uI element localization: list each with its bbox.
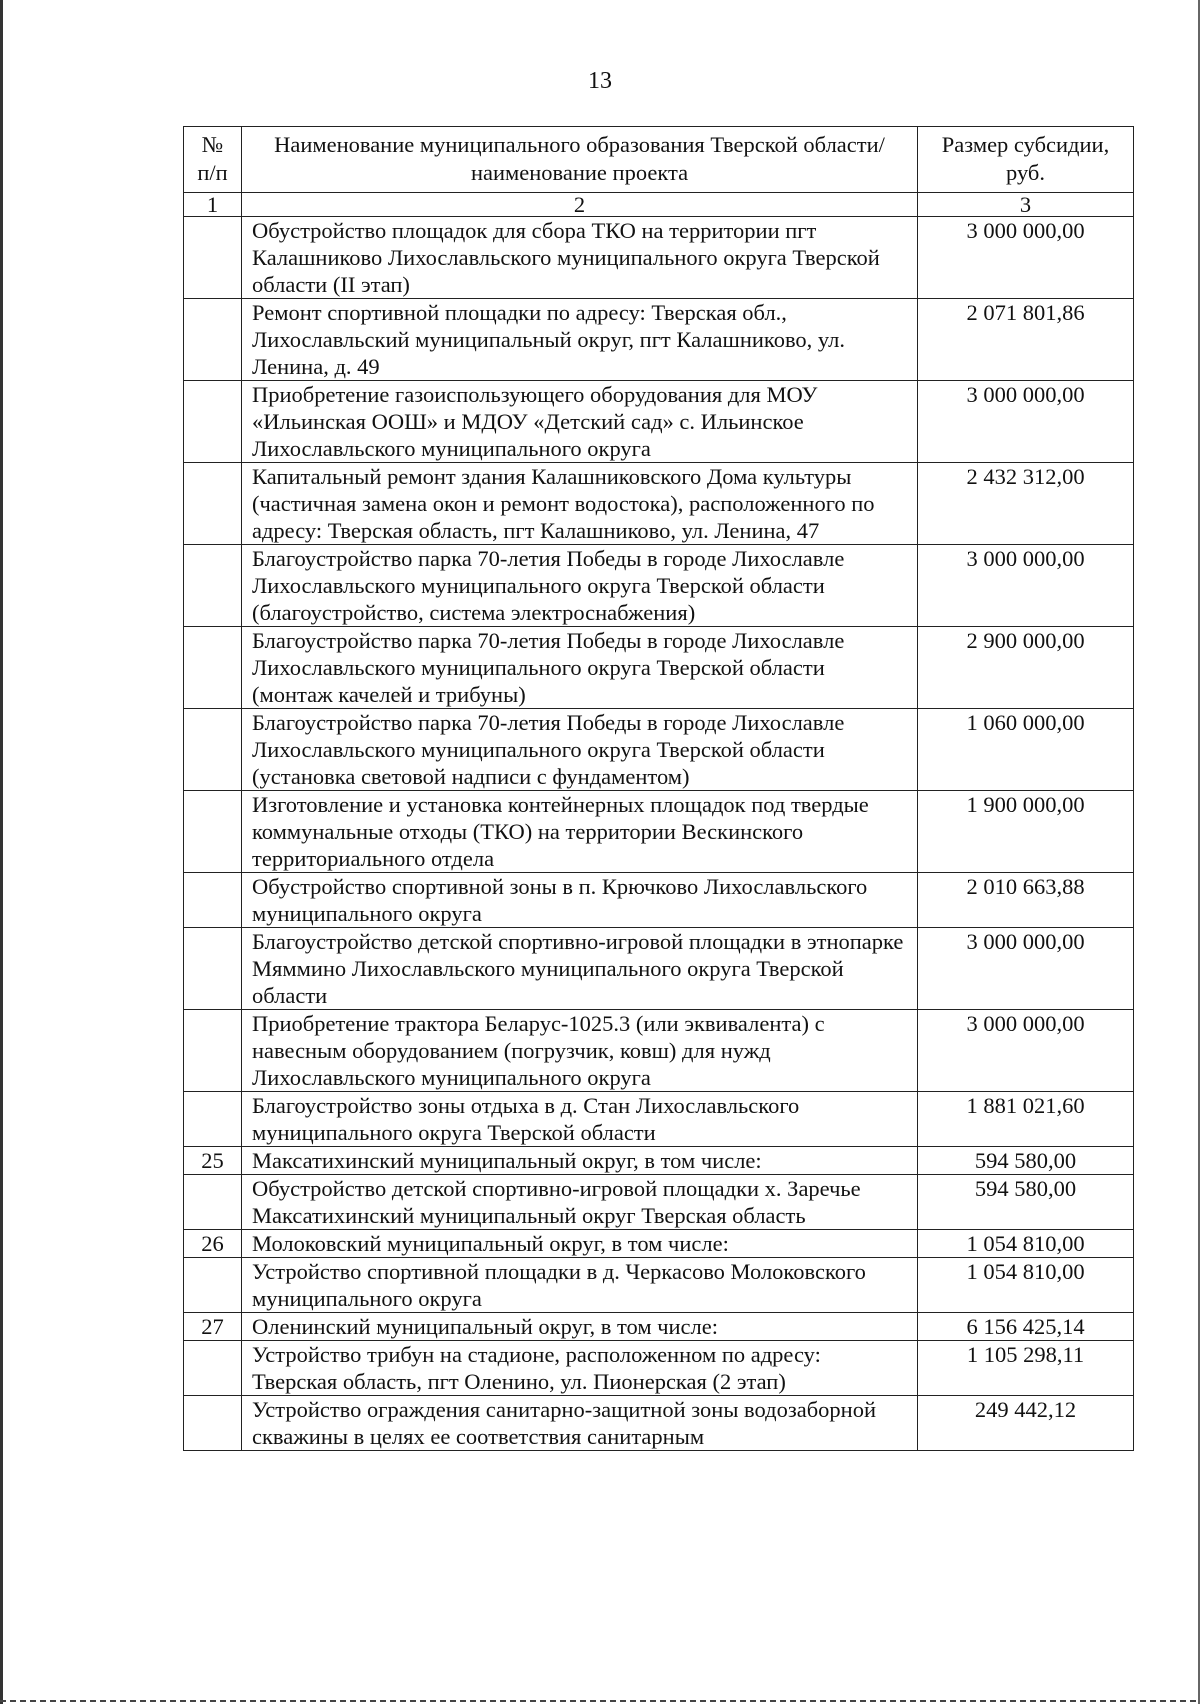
row-subsidy-amount: 1 054 810,00 bbox=[918, 1258, 1134, 1313]
row-number bbox=[184, 463, 242, 545]
row-subsidy-amount: 1 060 000,00 bbox=[918, 709, 1134, 791]
row-subsidy-amount: 1 900 000,00 bbox=[918, 791, 1134, 873]
row-subsidy-amount: 1 881 021,60 bbox=[918, 1092, 1134, 1147]
row-project-name: Ремонт спортивной площадки по адресу: Тверская обл., Лихославльский муниципальный округ, пгт Калашниково, ул. Ленина, д. 49 bbox=[242, 299, 918, 381]
table-row bbox=[184, 299, 1134, 381]
table-row bbox=[184, 381, 1134, 463]
row-number bbox=[184, 217, 242, 299]
row-number: 27 bbox=[184, 1313, 242, 1341]
row-project-name: Благоустройство детской спортивно-игровой площадки в этнопарке Мяммино Лихославльского муниципального округа Тверской области bbox=[242, 928, 918, 1010]
table-row bbox=[184, 217, 1134, 299]
row-subsidy-amount: 2 010 663,88 bbox=[918, 873, 1134, 928]
row-project-name: Устройство трибун на стадионе, расположенном по адресу: Тверская область, пгт Оленино, ул. Пионерская (2 этап) bbox=[242, 1341, 918, 1396]
row-project-name: Обустройство детской спортивно-игровой площадки х. Заречье Максатихинский муниципальный округ Тверская область bbox=[242, 1175, 918, 1230]
row-project-name: Устройство спортивной площадки в д. Черкасово Молоковского муниципального округа bbox=[242, 1258, 918, 1313]
row-subsidy-amount: 3 000 000,00 bbox=[918, 928, 1134, 1010]
row-subsidy-amount: 3 000 000,00 bbox=[918, 217, 1134, 299]
row-subsidy-amount: 3 000 000,00 bbox=[918, 381, 1134, 463]
row-subsidy-amount: 594 580,00 bbox=[918, 1147, 1134, 1175]
row-subsidy-amount: 6 156 425,14 bbox=[918, 1313, 1134, 1341]
row-project-name: Обустройство спортивной зоны в п. Крючково Лихославльского муниципального округа bbox=[242, 873, 918, 928]
column-number: 2 bbox=[242, 193, 918, 217]
row-number bbox=[184, 627, 242, 709]
table-row bbox=[184, 1092, 1134, 1147]
table-row bbox=[184, 928, 1134, 1010]
table-row bbox=[184, 627, 1134, 709]
row-number bbox=[184, 709, 242, 791]
row-number: 25 bbox=[184, 1147, 242, 1175]
row-project-name: Молоковский муниципальный округ, в том числе: bbox=[242, 1230, 918, 1258]
table-body bbox=[184, 217, 1134, 1451]
table-row bbox=[184, 791, 1134, 873]
row-project-name: Обустройство площадок для сбора ТКО на территории пгт Калашниково Лихославльского муниципального округа Тверской области (II этап) bbox=[242, 217, 918, 299]
row-subsidy-amount: 1 054 810,00 bbox=[918, 1230, 1134, 1258]
row-subsidy-amount: 2 432 312,00 bbox=[918, 463, 1134, 545]
row-number bbox=[184, 873, 242, 928]
row-subsidy-amount: 594 580,00 bbox=[918, 1175, 1134, 1230]
table-row bbox=[184, 1147, 1134, 1175]
row-project-name: Приобретение трактора Беларус-1025.3 (или эквивалента) с навесным оборудованием (погрузчик, ковш) для нужд Лихославльского муниципального округа bbox=[242, 1010, 918, 1092]
table-row bbox=[184, 1341, 1134, 1396]
row-number bbox=[184, 1092, 242, 1147]
header-number: № п/п bbox=[184, 127, 242, 193]
row-subsidy-amount: 249 442,12 bbox=[918, 1396, 1134, 1451]
row-number bbox=[184, 1258, 242, 1313]
header-amount: Размер субсидии, руб. bbox=[918, 127, 1134, 193]
column-number: 1 bbox=[184, 193, 242, 217]
table-row bbox=[184, 463, 1134, 545]
row-number: 26 bbox=[184, 1230, 242, 1258]
row-number bbox=[184, 928, 242, 1010]
row-number bbox=[184, 1010, 242, 1092]
table-row bbox=[184, 545, 1134, 627]
row-project-name: Благоустройство парка 70-летия Победы в городе Лихославле Лихославльского муниципального округа Тверской области (установка световой надписи с фундаментом) bbox=[242, 709, 918, 791]
page-number: 13 bbox=[588, 68, 612, 94]
scan-edge-left bbox=[0, 0, 3, 1704]
row-number bbox=[184, 1396, 242, 1451]
row-number bbox=[184, 791, 242, 873]
row-subsidy-amount: 3 000 000,00 bbox=[918, 545, 1134, 627]
table-row bbox=[184, 709, 1134, 791]
row-project-name: Изготовление и установка контейнерных площадок под твердые коммунальные отходы (ТКО) на территории Вескинского территориального отдела bbox=[242, 791, 918, 873]
row-number bbox=[184, 1175, 242, 1230]
row-subsidy-amount: 2 071 801,86 bbox=[918, 299, 1134, 381]
row-number bbox=[184, 545, 242, 627]
table-row bbox=[184, 1175, 1134, 1230]
row-subsidy-amount: 2 900 000,00 bbox=[918, 627, 1134, 709]
header-name: Наименование муниципального образования Тверской области/наименование проекта bbox=[242, 127, 918, 193]
subsidy-table bbox=[183, 126, 1134, 1451]
table-row bbox=[184, 873, 1134, 928]
column-number: 3 bbox=[918, 193, 1134, 217]
table-row bbox=[184, 1258, 1134, 1313]
table-row bbox=[184, 1396, 1134, 1451]
row-project-name: Благоустройство зоны отдыха в д. Стан Лихославльского муниципального округа Тверской области bbox=[242, 1092, 918, 1147]
row-project-name: Устройство ограждения санитарно-защитной зоны водозаборной скважины в целях ее соответствия санитарным bbox=[242, 1396, 918, 1451]
row-number bbox=[184, 299, 242, 381]
row-project-name: Капитальный ремонт здания Калашниковского Дома культуры (частичная замена окон и ремонт водостока), расположенного по адресу: Тверская область, пгт Калашниково, ул. Ленина, 47 bbox=[242, 463, 918, 545]
table-row bbox=[184, 1313, 1134, 1341]
row-number bbox=[184, 1341, 242, 1396]
scan-edge-bottom bbox=[0, 1700, 1200, 1702]
table-row bbox=[184, 1230, 1134, 1258]
row-project-name: Оленинский муниципальный округ, в том числе: bbox=[242, 1313, 918, 1341]
row-project-name: Благоустройство парка 70-летия Победы в городе Лихославле Лихославльского муниципального округа Тверской области (монтаж качелей и трибуны) bbox=[242, 627, 918, 709]
row-project-name: Благоустройство парка 70-летия Победы в городе Лихославле Лихославльского муниципального округа Тверской области (благоустройство, система электроснабжения) bbox=[242, 545, 918, 627]
column-number-row bbox=[184, 193, 1134, 217]
table-header-row bbox=[184, 127, 1134, 193]
row-project-name: Приобретение газоиспользующего оборудования для МОУ «Ильинская ООШ» и МДОУ «Детский сад» с. Ильинское Лихославльского муниципального округа bbox=[242, 381, 918, 463]
row-subsidy-amount: 3 000 000,00 bbox=[918, 1010, 1134, 1092]
row-project-name: Максатихинский муниципальный округ, в том числе: bbox=[242, 1147, 918, 1175]
row-subsidy-amount: 1 105 298,11 bbox=[918, 1341, 1134, 1396]
row-number bbox=[184, 381, 242, 463]
table-row bbox=[184, 1010, 1134, 1092]
